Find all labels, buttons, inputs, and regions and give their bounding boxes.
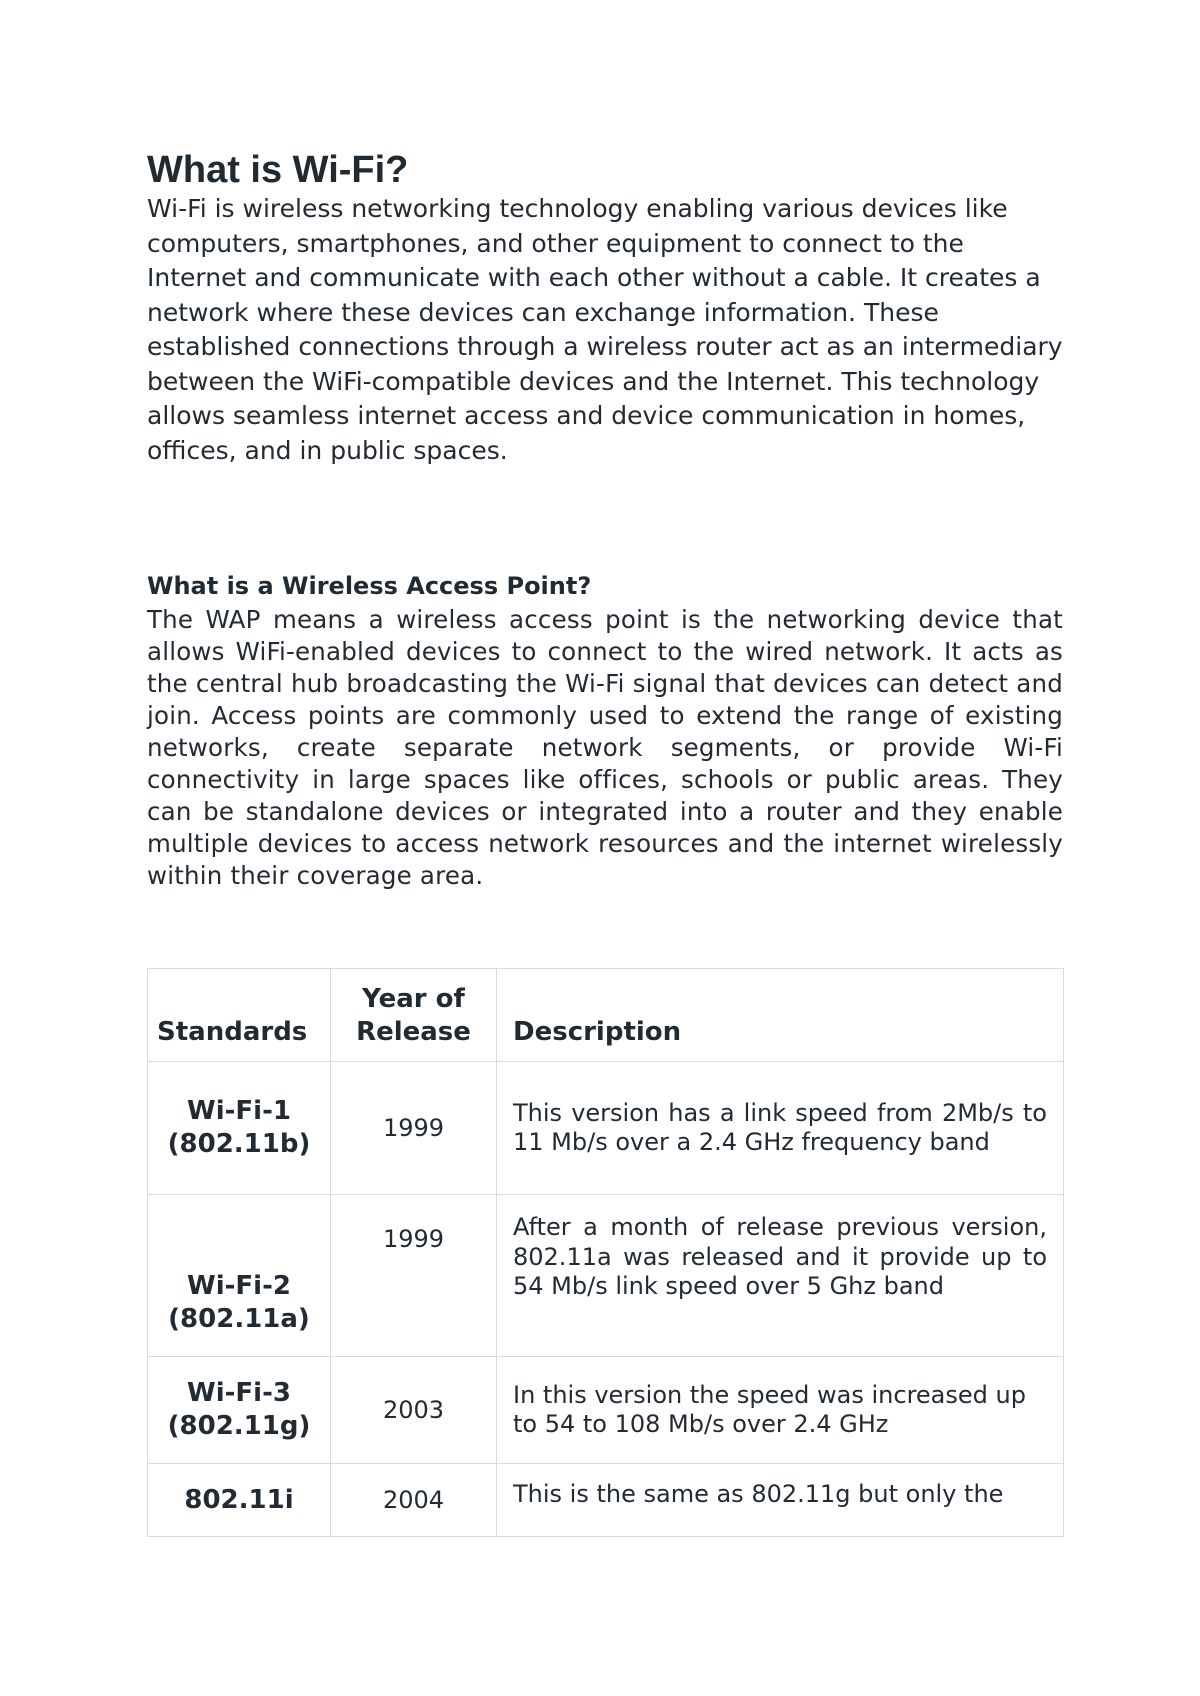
header-year-of-release: Year of Release [331, 969, 497, 1062]
standard-name: Wi-Fi-1 (802.11b) [148, 1062, 331, 1195]
standard-name: 802.11i [148, 1464, 331, 1537]
table-row [148, 1062, 1064, 1195]
table-row [148, 1464, 1064, 1537]
standard-name: Wi-Fi-2 (802.11a) [148, 1195, 331, 1357]
wap-heading: What is a Wireless Access Point? [147, 572, 592, 600]
standard-description: In this version the speed was increased up to 54 to 108 Mb/s over 2.4 GHz [497, 1357, 1064, 1464]
table-header-row [148, 969, 1064, 1062]
release-year: 2004 [331, 1464, 497, 1537]
wifi-standards-table [147, 968, 1064, 1537]
table-row [148, 1195, 1064, 1357]
release-year: 1999 [331, 1195, 497, 1357]
wap-paragraph: The WAP means a wireless access point is the networking device that allows WiFi-enabled devices to connect to the wired network. It acts as the central hub broadcasting the Wi-Fi signal that devices can detect and join. Access points are commonly used to extend the range of existing networks, create separate network segments, or provide Wi-Fi connectivity in large spaces like offices, schools or public areas. They can be standalone devices or integrated into a router and they enable multiple devices to access network resources and the internet wirelessly within their coverage area. [147, 605, 1063, 890]
header-description: Description [497, 969, 1064, 1062]
release-year: 1999 [331, 1062, 497, 1195]
release-year: 2003 [331, 1357, 497, 1464]
standard-name: Wi-Fi-3 (802.11g) [148, 1357, 331, 1464]
standard-description: This version has a link speed from 2Mb/s to 11 Mb/s over a 2.4 GHz frequency band [497, 1062, 1064, 1195]
standard-description: After a month of release previous version, 802.11a was released and it provide up to 54 Mb/s link speed over 5 Ghz band [497, 1195, 1064, 1357]
table-row [148, 1357, 1064, 1464]
intro-paragraph: Wi-Fi is wireless networking technology enabling various devices like computers, smartphones, and other equipment to connect to the Internet and communicate with each other without a cable. It creates a network where these devices can exchange information. These established connections through a wireless router act as an intermediary between the WiFi-compatible devices and the Internet. This technology allows seamless internet access and device communication in homes, offices, and in public spaces. [147, 194, 1063, 465]
header-standards: Standards [148, 969, 331, 1062]
standard-description: This is the same as 802.11g but only the [497, 1464, 1064, 1537]
page-title: What is Wi-Fi? [147, 149, 409, 191]
